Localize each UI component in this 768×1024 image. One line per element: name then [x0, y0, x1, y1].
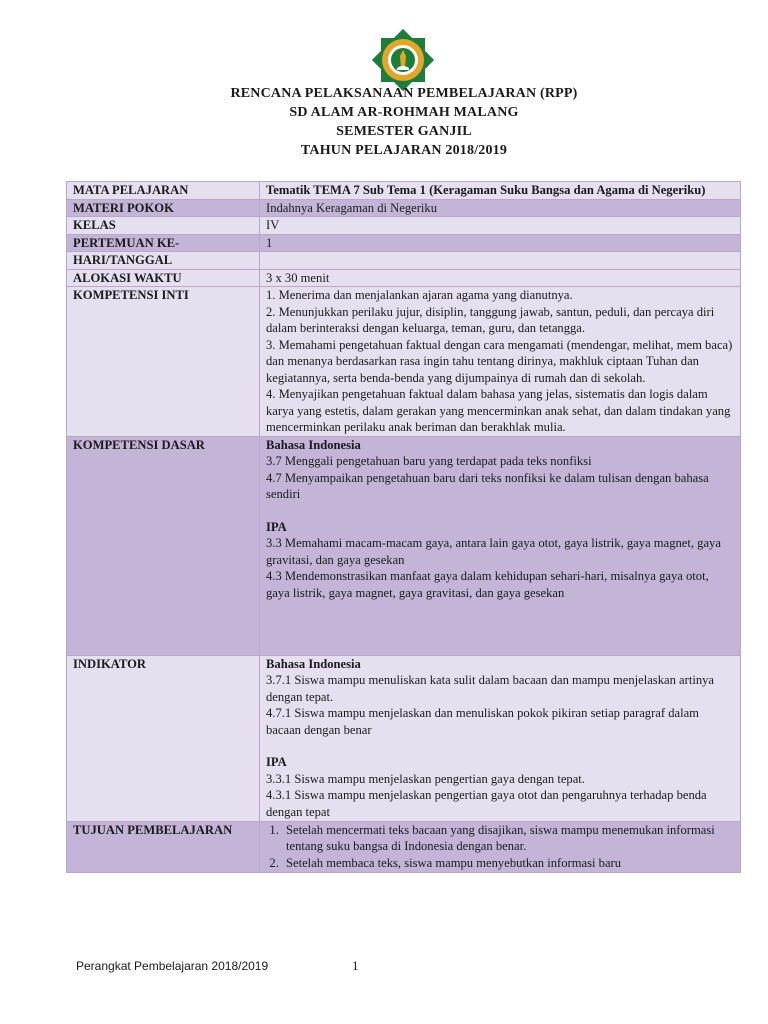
academic-year: TAHUN PELAJARAN 2018/2019 — [300, 143, 508, 158]
kd-subject-title: Bahasa Indonesia — [266, 437, 361, 452]
value-hari-tanggal — [260, 252, 741, 270]
ind-item: 3.3.1 Siswa mampu menjelaskan pengertian gaya dengan tepat. — [266, 771, 585, 786]
label-indikator: INDIKATOR — [67, 655, 260, 821]
row-pertemuan — [67, 234, 741, 252]
ind-item: 4.3.1 Siswa mampu menjelaskan pengertian gaya otot dan pengaruhnya terhadap benda dengan tepat — [266, 788, 707, 819]
label-kompetensi-dasar: KOMPETENSI DASAR — [67, 436, 260, 655]
label-materi-pokok: MATERI POKOK — [67, 199, 260, 217]
label-kelas: KELAS — [67, 217, 260, 235]
ki-item: 2. Menunjukkan perilaku jujur, disiplin, tanggung jawab, santun, peduli, dan percaya diri dalam berinteraksi dengan keluarga, teman, guru, dan tetangga. — [266, 304, 715, 335]
ki-item: 4. Menyajikan pengetahuan faktual dalam bahasa yang jelas, sistematis dan logis dalam karya yang estetis, dalam gerakan yang mencerminkan anak sehat, dan dalam tindakan yang mencerminkan perilaku anak beriman dan berakhlak mulia. — [266, 387, 731, 434]
kd-item: 4.7 Menyampaikan pengetahuan baru dari teks nonfiksi ke dalam tulisan dengan bahasa sendiri — [266, 470, 709, 501]
value-kompetensi-inti — [260, 287, 741, 437]
tujuan-item: 2. Setelah membaca teks, siswa mampu menyebutkan informasi baru — [282, 855, 734, 872]
label-mata-pelajaran: MATA PELAJARAN — [67, 182, 260, 200]
label-kompetensi-inti: KOMPETENSI INTI — [67, 287, 260, 437]
row-hari-tanggal — [67, 252, 741, 270]
kd-item: 3.7 Menggali pengetahuan baru yang terdapat pada teks nonfiksi — [266, 454, 592, 468]
value-kelas: IV — [260, 217, 741, 235]
row-indikator — [67, 655, 741, 821]
semester: SEMESTER GANJIL — [336, 124, 472, 139]
ind-subject-title: Bahasa Indonesia — [266, 656, 361, 671]
ind-item: 4.7.1 Siswa mampu menjelaskan dan menuliskan pokok pikiran setiap paragraf dalam bacaan dengan benar — [266, 706, 699, 737]
kd-item: 3.3 Memahami macam-macam gaya, antara lain gaya otot, gaya listrik, gaya magnet, gaya gravitasi, dan gaya gesekan — [266, 536, 721, 567]
page-number: 1 — [352, 958, 359, 973]
value-indikator — [260, 655, 741, 821]
rpp-table — [66, 181, 741, 873]
row-kompetensi-inti — [67, 287, 741, 437]
value-tujuan — [260, 821, 741, 872]
row-materi-pokok — [67, 199, 741, 217]
row-kelas — [67, 217, 741, 235]
label-hari-tanggal: HARI/TANGGAL — [67, 252, 260, 270]
doc-title: RENCANA PELAKSANAAN PEMBELAJARAN (RPP) — [230, 86, 578, 101]
row-mata-pelajaran — [67, 182, 741, 200]
value-pertemuan: 1 — [260, 234, 741, 252]
footer-text: Perangkat Pembelajaran 2018/2019 — [76, 959, 269, 973]
row-kompetensi-dasar — [67, 436, 741, 655]
school-name: SD ALAM AR-ROHMAH MALANG — [289, 105, 519, 120]
value-materi-pokok: Indahnya Keragaman di Negeriku — [260, 199, 741, 217]
label-pertemuan: PERTEMUAN KE- — [67, 234, 260, 252]
ki-item: 1. Menerima dan menjalankan ajaran agama yang dianutnya. — [266, 288, 573, 302]
row-alokasi-waktu — [67, 269, 741, 287]
tujuan-item: 1. Setelah mencermati teks bacaan yang disajikan, siswa mampu menemukan informasi tentang suku bangsa di Indonesia dengan benar. — [282, 822, 734, 855]
ind-subject-title: IPA — [266, 755, 287, 769]
value-alokasi-waktu: 3 x 30 menit — [260, 269, 741, 287]
kd-item: 4.3 Mendemonstrasikan manfaat gaya dalam kehidupan sehari-hari, misalnya gaya otot, gaya listrik, gaya magnet, gaya gravitasi, dan gaya gesekan — [266, 569, 709, 600]
kd-subject-title: IPA — [266, 519, 287, 534]
ind-item: 3.7.1 Siswa mampu menuliskan kata sulit dalam bacaan dan mampu menjelaskan artinya dengan tepat. — [266, 673, 715, 704]
ki-item: 3. Memahami pengetahuan faktual dengan cara mengamati (mendengar, melihat, mem baca) dan menanya berdasarkan rasa ingin tahu tentang dirinya, makhluk ciptaan Tuhan dan kegiatannya, serta benda-benda yang dijumpainya di rumah dan di sekolah. — [266, 337, 733, 385]
value-mata-pelajaran: Tematik TEMA 7 Sub Tema 1 (Keragaman Suku Bangsa dan Agama di Negeriku) — [260, 182, 741, 200]
label-tujuan: TUJUAN PEMBELAJARAN — [67, 821, 260, 872]
school-seal-icon — [369, 26, 437, 94]
label-alokasi-waktu: ALOKASI WAKTU — [67, 269, 260, 287]
value-kompetensi-dasar — [260, 436, 741, 655]
row-tujuan — [67, 821, 741, 872]
